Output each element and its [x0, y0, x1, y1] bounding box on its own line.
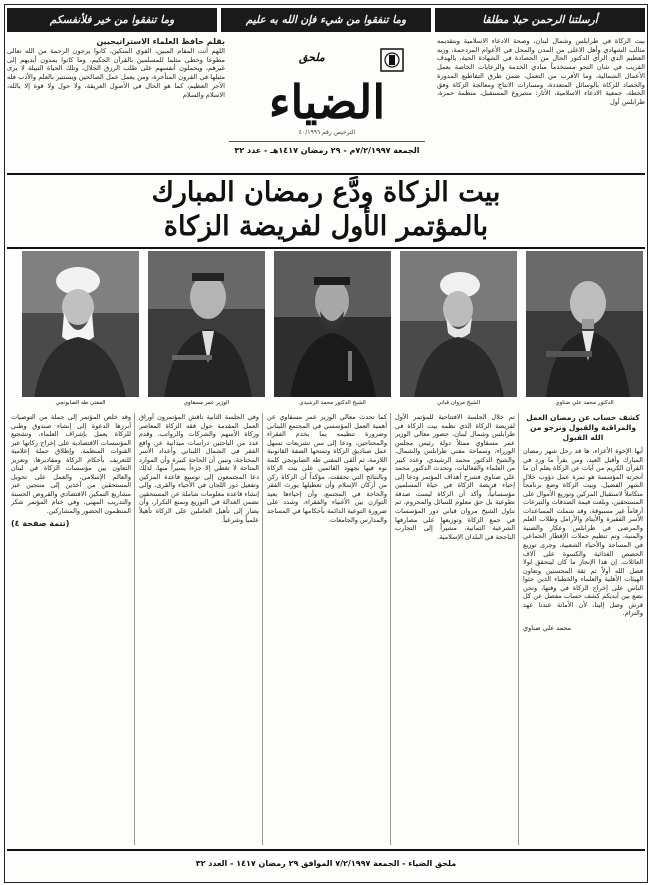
box-title: كشف حساب عن رمضان العمل والمراقبة والقبول ونرجو من الله القبول: [526, 413, 640, 442]
portrait-icon: [274, 251, 391, 397]
continued-label: (تتمة صفحة ٤): [11, 518, 70, 528]
column-divider: [262, 413, 263, 845]
header-band: [7, 37, 645, 167]
photo-5-caption: المفتي طه الصابونجي: [55, 400, 106, 406]
photo-1: [526, 251, 643, 409]
column-divider: [134, 413, 135, 845]
photo-2: [400, 251, 517, 409]
photo-3-caption: الشيخ الدكتور محمد الرشيدي: [299, 400, 366, 406]
slogan-right: أرسلتنا الرحمن حبلا مطلقا: [435, 8, 645, 32]
article-body: [7, 413, 645, 845]
slogan-left: وما تنفقوا من خير فلأنفسكم: [7, 8, 217, 32]
page-footer: ملحق الضياء - الجمعة ٧/٢/١٩٩٧ الموافق ٢٩ رمضان ١٤١٧ - العدد ٣٢: [7, 849, 645, 879]
body-column-1: [523, 413, 643, 845]
portrait-icon: [22, 251, 139, 397]
headline-line-2: بالمؤتمر الأول لفريضة الزكاة: [163, 211, 489, 242]
body-column-4-text: وفي الجلسة الثانية ناقش المؤتمرون أوراق العمل المقدمة حول فقه الزكاة المعاصر وزكاة الأسهم والشركات والرواتب، وقدم عدد من الباحثين دراسات ميدانية عن واقع الفقر في الشمال اللبناني وأعداد الأسر المحتاجة، وتبين أن الحاجة كبيرة وأن الموارد المتاحة لا تغطي إلا جزءاً يسيراً منها، لذلك دعا المجتمعون إلى توسيع قاعدة المزكين وتفعيل دور اللجان في الأحياء والقرى، وإلى إنشاء قاعدة معلومات شاملة عن المستحقين تضمن العدالة في التوزيع وتمنع التكرار، وأن يصار إلى تأهيل العاملين على الزكاة تأهيلاً علمياً وشرعياً.: [139, 413, 259, 524]
emblem-icon: [379, 47, 405, 73]
portrait-icon: [526, 251, 643, 397]
header-left-title: بقلم حافظ العلماء الاستراتيجيين: [96, 37, 225, 46]
body-column-5: [11, 413, 131, 845]
portrait-icon: [400, 251, 517, 397]
main-headline: [7, 173, 645, 249]
photo-3: [274, 251, 391, 409]
masthead-date: الجمعة ٧/٢/١٩٩٧م - ٢٩ رمضان ١٤١٧هـ - عدد ٣٢: [229, 141, 425, 155]
masthead-supplement: ملحق: [299, 51, 325, 64]
body-column-3: [267, 413, 387, 845]
photo-row: [7, 251, 645, 409]
photo-4-caption: الوزير عمر مسقاوي: [183, 400, 230, 406]
portrait-icon: [148, 251, 265, 397]
masthead: [229, 37, 425, 167]
header-left-column: [7, 37, 225, 167]
photo-1-caption: الدكتور محمد علي ضناوي: [555, 400, 614, 406]
masthead-name: الضياء: [268, 75, 386, 129]
slogan-middle: وما تنفقوا من شيء فإن الله به عليم: [221, 8, 431, 32]
header-left-text: اللهم أنت المقام المبين، القوي المتكين، كانوا يرجون الرحمة من الله تعالى مطوعا وخطى مثلما للمسلمين بالقرآن الحكيم، وما كانوا يمدون أيديهم إلى غيرهم، ويحملون أنفسهم على طلب الرزق الحلال، وتلك الحياة النبيلة لا يرى مثيلها في القرون المتأخرة، ومن يعمل عمل الصالحين ويستنير بالعلم والأدب فله الأجر العظيم، كما هو الحال في الأصول العريقة، ولا حول ولا قوة إلا بالله، الاسلام والسلام: [7, 47, 225, 99]
column-divider: [518, 413, 519, 845]
body-column-2: [395, 413, 515, 845]
body-column-1-text: أيها الإخوة الأعزاء، ها قد رحل شهر رمضان المبارك وأقبل العيد، ومن يقرأ ما ورد في القرآن الكريم من آيات عن الزكاة يعلم أن ما أنجزته المؤسسة هو ثمرة عمل دؤوب خلال الشهر الفضيل، وبيت الزكاة وضع برنامجاً متكاملاً لاستقبال المزكين وتوزيع الأموال على المستحقين، وبلغت قيمة الصدقات والتبرعات أرقاماً غير مسبوقة، وقد شملت المساعدات الأسر الفقيرة والأيتام والأرامل وطلاب العلم والمرضى في طرابلس وعكار والضنية والمنية، وتم تنظيم حملات الإفطار الجماعي في المساجد والأحياء الشعبية، وجرى توزيع الحصص الغذائية والكسوة على آلاف العائلات. إن هذا الإنجاز ما كان ليتحقق لولا فضل الله أولاً ثم ثقة المحسنين وتعاون الهيئات الأهلية والعلماء والخطباء الذين حثوا الناس على إخراج الزكاة في وقتها، ونحن نضع بين أيديكم كشف حساب مفصل عن كل قرش وصل إلينا، لأن الأمانة عندنا عهد والتزام.: [523, 447, 643, 618]
body-column-4: [139, 413, 259, 845]
header-right-column: بيت الزكاة في طرابلس وشمال لبنان، وصحة الادعاء الاسلامية وبتقديمه مثالب الشهادي وأهل الاعلى من المدن والمحل في الأعوام المزدحمة، وربه العظيم الدي الرأي الدكتور الحال من الحصادة في الشهادة الحية، بالهدف القريب في شان النحو مستخدماً مبادي الخدمة والرعايات الخاصة بعمل الأعمال الشمالية، وما الأقرب من التعمل، ضمن طرق التقاطيع المدورة والحصاد للزكاة بالوسائل المتعددة، ومسارات الانتاج ومعالجة الزكاة وفق الخطة، جمعية الادعاء الاسلامية، الأثار: مشروع المستقبل، منظمة حمزة، طرابلس أول: [437, 37, 645, 106]
masthead-license: الترخيص رقم ٤٠/١٩٩٦: [298, 129, 356, 136]
photo-2-caption: الشيخ مروان قباني: [436, 400, 481, 406]
body-column-3-text: كما تحدث معالي الوزير عمر مسقاوي عن أهمية العمل المؤسسي في المجتمع اللبناني وضرورة تنظيمه بما يخدم الفقراء والمحتاجين، ودعا إلى سن تشريعات تسهل عمل صناديق الزكاة وتمنحها الصفة القانونية اللازمة، ثم ألقى المفتي طه الصابونجي كلمة نوه فيها بجهود القائمين على بيت الزكاة وبالنتائج التي تحققت، مؤكداً أن الزكاة ركن من أركان الإسلام وأن تعطيلها يورث الفقر والحاجة في المجتمع، وأن إحياءها يعيد التوازن بين الأغنياء والفقراء، وشدد على ضرورة التوعية الدائمة بأحكامها في المساجد والمدارس والجامعات.: [267, 413, 387, 524]
photo-5: [22, 251, 139, 409]
signature: محمد علي ضناوي: [523, 623, 572, 632]
body-column-5-text: وقد خلص المؤتمر إلى جملة من التوصيات أبرزها الدعوة إلى إنشاء صندوق وطني للزكاة يعمل بإشراف العلماء، وتشجيع المؤسسات الاقتصادية على إخراج زكاتها عبر القنوات المنظمة، وإطلاق حملة إعلامية للتعريف بأحكام الزكاة ومقاديرها، وتعزيز التعاون بين مؤسسات الزكاة في لبنان والعالم الإسلامي، والعمل على تحويل المستحقين من آخذين إلى منتجين عبر مشاريع التمكين الاقتصادي والقروض الحسنة والتدريب المهني، وفي ختام المؤتمر شكر المنظمون الحضور والمشاركين.: [11, 413, 131, 516]
headline-line-1: بيت الزكاة ودَّع رمضان المبارك: [151, 177, 501, 208]
photo-4: [148, 251, 265, 409]
newspaper-page: [4, 4, 648, 883]
column-divider: [390, 413, 391, 845]
slogan-strip: [7, 8, 645, 32]
body-column-2-text: تم خلال الجلسة الافتتاحية للمؤتمر الأول لفريضة الزكاة الذي نظمه بيت الزكاة في طرابلس وشمال لبنان، حضور معالي الوزير عمر مسقاوي ممثلاً دولة رئيس مجلس الوزراء، وسماحة مفتي طرابلس والشمال، والشيخ الدكتور محمد الرشيدي، وعدد كبير من العلماء والفعاليات، وتحدث الدكتور محمد علي ضناوي فشرح أهداف المؤتمر ودعا إلى إحياء فريضة الزكاة في حياة المسلمين مؤسساتياً، وأكد أن الزكاة ليست صدقة تطوعية بل حق معلوم للسائل والمحروم، ثم تناول الشيخ مروان قباني دور المؤسسات في جمع الزكاة وتوزيعها على مصارفها الشرعية الثمانية، مشيراً إلى التجارب الناجحة في البلدان الإسلامية.: [395, 413, 515, 541]
